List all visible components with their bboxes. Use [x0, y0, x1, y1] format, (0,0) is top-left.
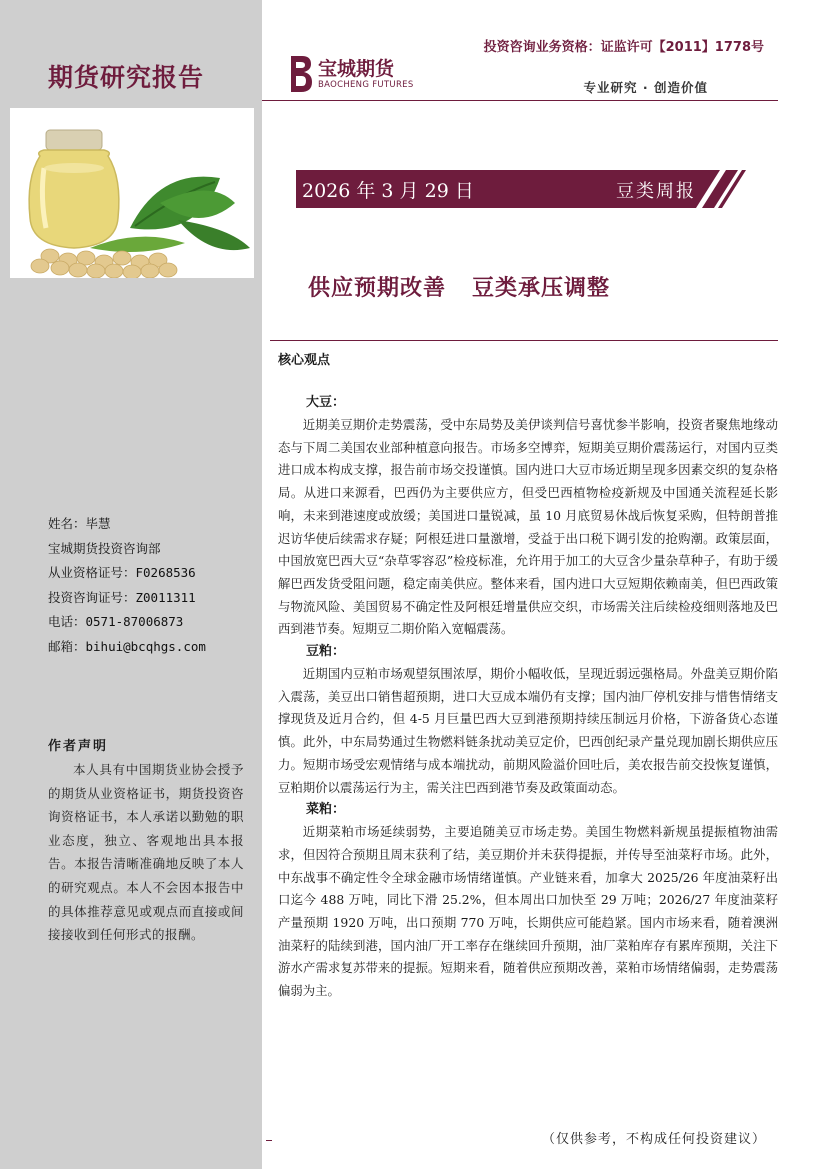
- header-divider: [262, 100, 778, 101]
- company-logo: [288, 52, 428, 96]
- footer-note: （仅供参考，不构成任何投资建议）: [541, 1132, 766, 1147]
- footer-mark: [266, 1140, 272, 1141]
- title-divider: [270, 340, 778, 341]
- author-info: [48, 512, 258, 659]
- license-text: 投资咨询业务资格：证监许可【2011】1778号: [483, 40, 764, 55]
- date-banner: [296, 170, 746, 208]
- soybean-oil-image: [10, 108, 254, 278]
- logo-cn: 宝城期货: [318, 58, 395, 80]
- logo-emblem-icon: [288, 54, 314, 94]
- report-category: 豆类周报: [616, 181, 696, 202]
- disclaimer-text: 本人具有中国期货业协会授予的期货从业资格证书，期货投资咨询资格证书，本人承诺以勤勉的职业态度，独立、客观地出具本报告。本报告清晰准确地反映了本人的研究观点。本人不会因本报告中的具体推荐意见或观点而直接或间接接收到任何形式的报酬。: [48, 762, 244, 943]
- disclaimer-title: 作者声明: [48, 739, 109, 754]
- main-content: [278, 392, 778, 1003]
- soybean-oil-illustration: [10, 108, 254, 278]
- rapeseed-meal-body: 近期菜粕市场延续弱势，主要追随美豆市场走势。美国生物燃料新规虽提振植物油需求，但因符合预期且周末获利了结，美豆期价并未获得提振，并传导至油菜籽市场。此外，中东战事不确定性令全球金融市场情绪谨慎。产业链来看，加拿大 2025/26 年度油菜籽出口迄今 488 万吨，同比下滑 25.2%，但本周出口加快至 29 万吨；2026/27 年度油菜籽产量预期 1920 万吨，出口预期 770 万吨，长期供应可能趋紧。国内市场来看，随着澳洲油菜籽的陆续到港，国内油厂开工率存在继续回升预期，油厂菜粕库存有累库预期，关注下游水产需求复苏带来的提振。短期来看，随着供应预期改善，菜粕市场情绪偏弱，走势震荡偏弱为主。: [278, 824, 778, 999]
- logo-en: BAOCHENG FUTURES: [318, 80, 414, 90]
- author-email: 邮箱：bihui@bcqhgs.com: [48, 638, 206, 654]
- author-cert: 从业资格证号：F0268536: [48, 565, 196, 580]
- report-title: 供应预期改善 豆类承压调整: [308, 276, 610, 301]
- rapeseed-meal-heading: 菜粕：: [306, 802, 346, 818]
- report-date: 2026 年 3 月 29 日: [302, 180, 474, 202]
- author-name: 姓名：毕慧: [48, 516, 111, 531]
- soymeal-body: 近期国内豆粕市场观望氛围浓厚，期价小幅收低，呈现近弱远强格局。外盘美豆期价陷入震荡，美豆出口销售超预期，进口大豆成本端仍有支撑；国内油厂停机安排与惜售情绪支撑现货及近月合约，但 4-5 月巨量巴西大豆到港预期持续压制远月价格，下游备货心态谨慎。此外，中东局势通过生物燃料链条扰动美豆定价，巴西创纪录产量兑现加剧长期供应压力。短期市场受宏观情绪与成本端扰动，前期风险溢价回吐后，美农报告前交投恢复谨慎，豆粕期价以震荡运行为主，需关注巴西到港节奏及政策面动态。: [278, 666, 778, 795]
- author-advisory-cert: 投资咨询证号：Z0011311: [48, 589, 196, 605]
- soybean-heading: 大豆：: [306, 395, 346, 410]
- soymeal-heading: 豆粕：: [306, 644, 346, 660]
- slogan: 专业研究 · 创造价值: [583, 80, 708, 95]
- soybean-body: 近期美豆期价走势震荡，受中东局势及美伊谈判信号喜忧参半影响，投资者聚焦地缘动态与下周二美国农业部种植意向报告。市场多空博弈，短期美豆期价震荡运行，对国内豆类进口成本构成支撑，报告前市场交投谨慎。国内进口大豆市场近期呈现多因素交织的复杂格局。从进口来源看，巴西仍为主要供应方，但受巴西植物检疫新规及中国通关流程延长影响，未来到港速度或放缓；美国进口量锐减，虽 10 月底贸易休战后恢复采购，但特朗普推迟访华使后续需求存疑；阿根廷进口量激增，受益于出口税下调引发的抢购潮。政策层面，中国放宽巴西大豆“杂草零容忍”检疫标准，允许用于加工的大豆含少量杂草种子，有助于缓解巴西发货受阻问题，稳定南美供应。整体来看，国内进口大豆短期依赖南美，但巴西政策与物流风险、美国贸易不确定性及阿根廷增量供应交织，市场需关注后续检疫细则落地及巴西到港节奏。短期豆二期价陷入宽幅震荡。: [278, 417, 778, 637]
- author-org: 宝城期货投资咨询部: [48, 540, 161, 556]
- core-view-heading: 核心观点: [278, 353, 331, 368]
- report-type-title: 期货研究报告: [48, 63, 205, 92]
- author-phone: 电话：0571-87006873: [48, 614, 184, 629]
